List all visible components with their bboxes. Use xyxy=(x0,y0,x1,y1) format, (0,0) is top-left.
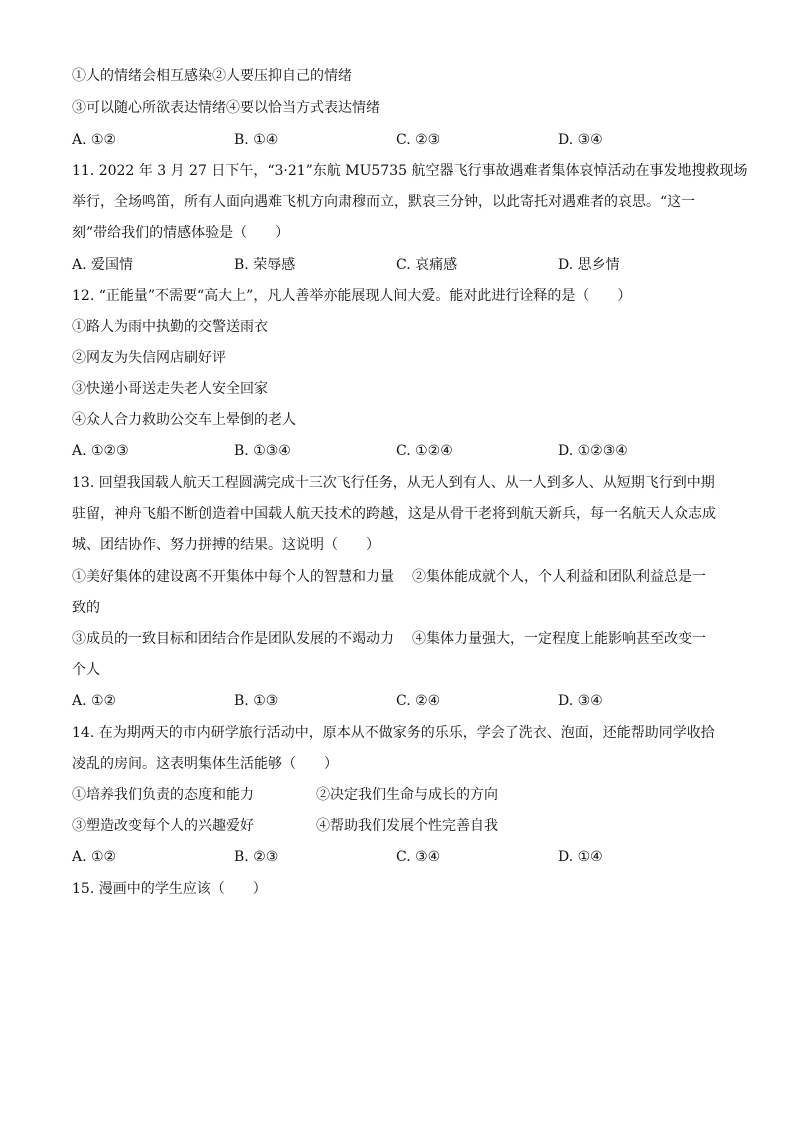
q12-statement-4: ④众人合力救助公交车上晕倒的老人 xyxy=(72,412,296,428)
q12-option-c[interactable]: C. ①②④ xyxy=(396,443,453,459)
q11-option-b[interactable]: B. 荣辱感 xyxy=(234,257,296,273)
q11-option-d[interactable]: D. 思乡情 xyxy=(558,257,620,273)
q10-statement-1: ①人的情绪会相互感染②人要压抑自己的情绪 xyxy=(72,68,352,84)
q11-text-line-3: 刻”带给我们的情感体验是（ ） xyxy=(72,225,290,241)
q13-text-line-1: 13. 回望我国载人航天工程圆满完成十三次飞行任务，从无人到有人、从一人到多人、从短期飞行到中期 xyxy=(72,475,715,491)
q12-option-d[interactable]: D. ①②③④ xyxy=(558,443,628,459)
q14-option-b[interactable]: B. ②③ xyxy=(234,849,279,865)
q13-option-b[interactable]: B. ①③ xyxy=(234,693,279,709)
q13-option-c[interactable]: C. ②④ xyxy=(396,693,441,709)
q12-statement-2: ②网友为失信网店刷好评 xyxy=(72,350,226,366)
q13-statement-4: ④集体力量强大，一定程度上能影响甚至改变一 xyxy=(412,631,706,647)
q14-option-c[interactable]: C. ③④ xyxy=(396,849,441,865)
q14-statement-1: ①培养我们负责的态度和能力 xyxy=(72,787,254,803)
q13-statement-2: ②集体能成就个人，个人利益和团队利益总是一 xyxy=(412,569,706,585)
q11-option-c[interactable]: C. 哀痛感 xyxy=(396,257,458,273)
q12-option-b[interactable]: B. ①③④ xyxy=(234,443,291,459)
q14-text-line-1: 14. 在为期两天的市内研学旅行活动中，原本从不做家务的乐乐，学会了洗衣、泡面，还能帮助同学收拾 xyxy=(72,725,715,741)
q14-option-a[interactable]: A. ①② xyxy=(72,849,117,865)
q10-option-c[interactable]: C. ②③ xyxy=(396,132,441,148)
q13-option-a[interactable]: A. ①② xyxy=(72,693,117,709)
q11-option-a[interactable]: A. 爱国情 xyxy=(72,257,134,273)
q13-text-line-2: 驻留，神舟飞船不断创造着中国载人航天技术的跨越，这是从骨干老将到航天新兵，每一名航天人众志成 xyxy=(72,506,716,522)
q14-statement-4: ④帮助我们发展个性完善自我 xyxy=(316,818,498,834)
q10-option-d[interactable]: D. ③④ xyxy=(558,132,603,148)
q14-statement-3: ③塑造改变每个人的兴趣爱好 xyxy=(72,818,254,834)
q13-statement-2-cont: 致的 xyxy=(72,600,100,616)
q13-statement-4-cont: 个人 xyxy=(72,662,100,678)
q14-statement-2: ②决定我们生命与成长的方向 xyxy=(316,787,498,803)
q14-text-line-2: 凌乱的房间。这表明集体生活能够（ ） xyxy=(72,756,338,772)
q12-statement-1: ①路人为雨中执勤的交警送雨衣 xyxy=(72,319,268,335)
q10-option-a[interactable]: A. ①② xyxy=(72,132,117,148)
q13-option-d[interactable]: D. ③④ xyxy=(558,693,603,709)
q13-statement-1: ①美好集体的建设离不开集体中每个人的智慧和力量 xyxy=(72,569,394,585)
q11-text-line-1: 11. 2022 年 3 月 27 日下午，“3·21”东航 MU5735 航空器飞行事故遇难者集体哀悼活动在事发地搜救现场 xyxy=(72,163,748,179)
q13-statement-row-1 xyxy=(72,569,706,586)
q13-statement-row-2 xyxy=(72,631,706,648)
q14-option-d[interactable]: D. ①④ xyxy=(558,849,603,865)
q10-statement-2: ③可以随心所欲表达情绪④要以恰当方式表达情绪 xyxy=(72,100,380,116)
q10-option-b[interactable]: B. ①④ xyxy=(234,132,279,148)
q12-option-a[interactable]: A. ①②③ xyxy=(72,443,129,459)
q13-text-line-3: 城、团结协作、努力拼搏的结果。这说明（ ） xyxy=(72,537,380,553)
q15-text-line-1: 15. 漫画中的学生应该（ ） xyxy=(72,881,267,897)
q12-text-line-1: 12. “正能量”不需要“高大上”，凡人善举亦能展现人间大爱。能对此进行诠释的是（ ） xyxy=(72,288,632,304)
q11-text-line-2: 举行，全场鸣笛，所有人面向遇难飞机方向肃穆而立，默哀三分钟，以此寄托对遇难者的哀思。“这一 xyxy=(72,194,696,210)
q12-statement-3: ③快递小哥送走失老人安全回家 xyxy=(72,381,268,397)
q13-statement-3: ③成员的一致目标和团结合作是团队发展的不竭动力 xyxy=(72,631,394,647)
